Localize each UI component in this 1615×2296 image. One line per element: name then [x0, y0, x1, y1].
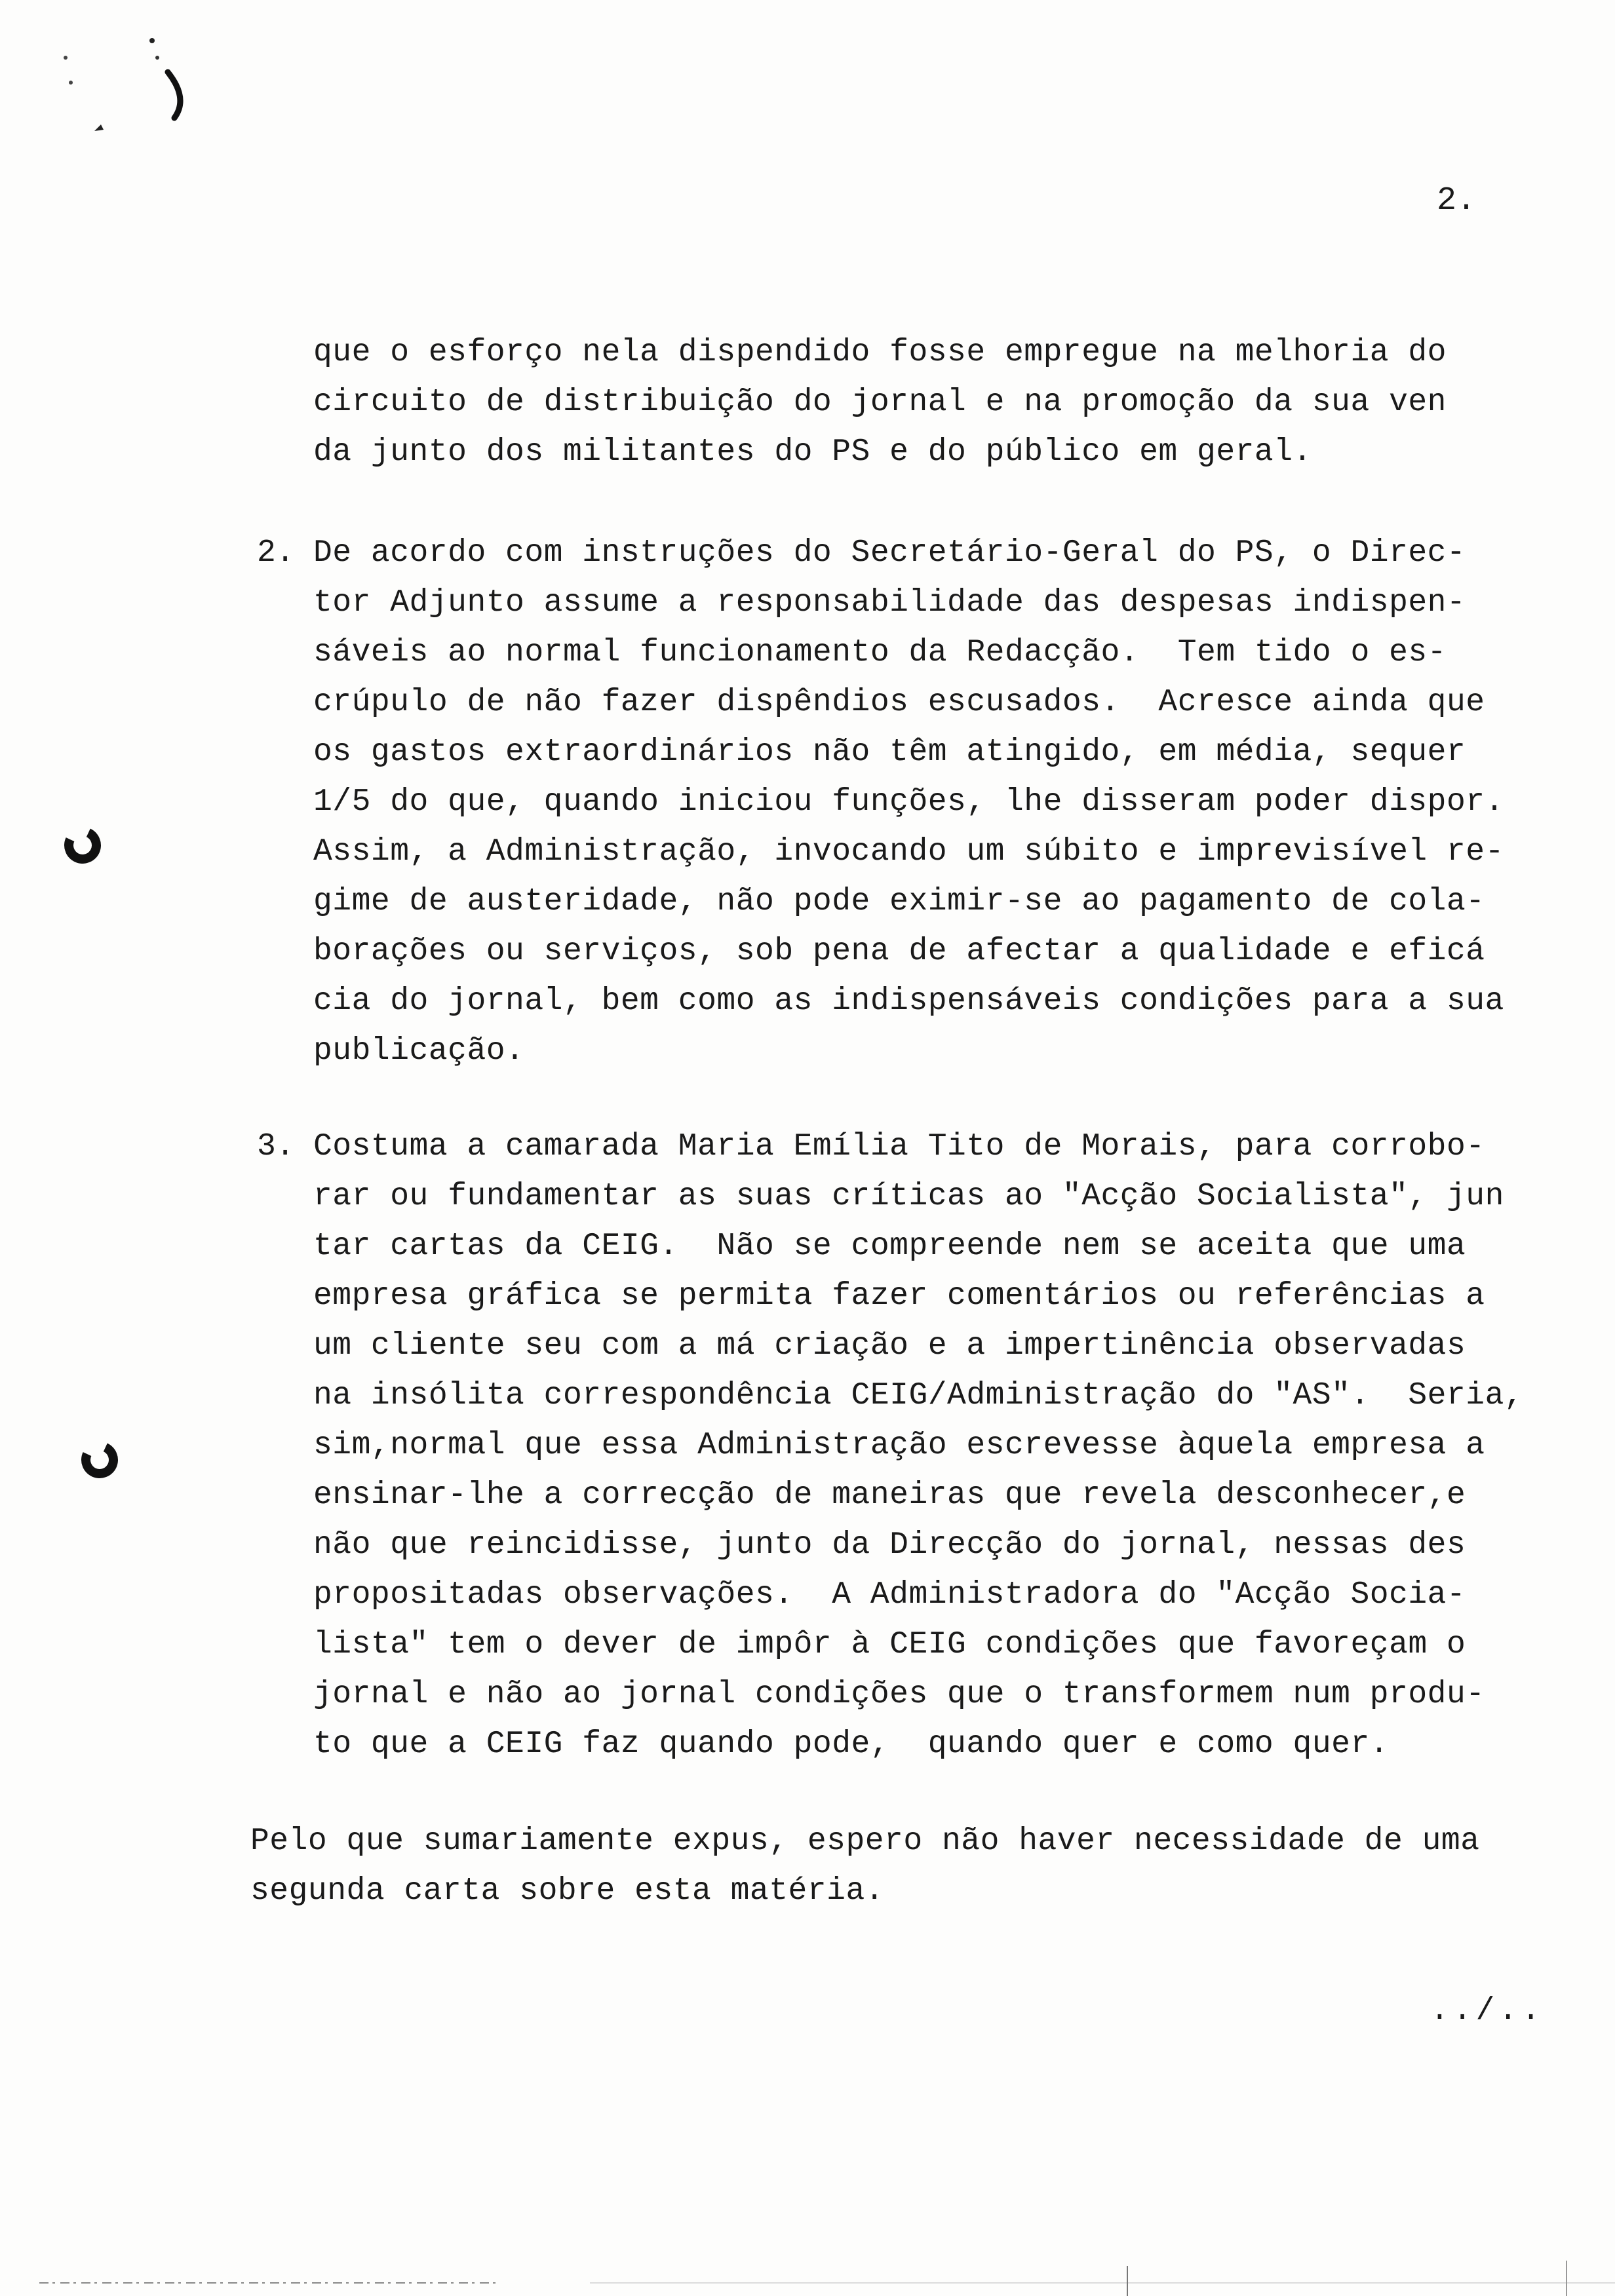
item2-line: gime de austeridade, não pode eximir-se ao pagamento de cola-	[313, 884, 1485, 919]
closing-line: Pelo que sumariamente expus, espero não haver necessidade de uma	[250, 1824, 1480, 1859]
item3-line: rar ou fundamentar as suas críticas ao "Acção Socialista", jun	[313, 1179, 1504, 1214]
closing-line: segunda carta sobre esta matéria.	[250, 1873, 885, 1909]
continuation-mark: ../..	[1430, 1993, 1545, 2029]
item3-line: tar cartas da CEIG. Não se compreende nem se aceita que uma	[313, 1229, 1466, 1264]
item2-line: crúpulo de não fazer dispêndios escusados. Acresce ainda que	[313, 685, 1485, 720]
item2-line: publicação.	[313, 1033, 525, 1069]
item-number: 2.	[257, 535, 295, 571]
item3-line: to que a CEIG faz quando pode, quando quer e como quer.	[313, 1727, 1390, 1762]
item2-line: tor Adjunto assume a responsabilidade das despesas indispen-	[313, 585, 1466, 621]
item2-line: borações ou serviços, sob pena de afectar a qualidade e eficá	[313, 934, 1485, 969]
item3-line: sim,normal que essa Administração escrevesse àquela empresa a	[313, 1428, 1485, 1463]
item2-line: 1/5 do que, quando iniciou funções, lhe disseram poder dispor.	[313, 784, 1504, 820]
item-number: 3.	[257, 1129, 295, 1164]
item2-line: sáveis ao normal funcionamento da Redacção. Tem tido o es-	[313, 635, 1447, 670]
intro-line: que o esforço nela dispendido fosse empregue na melhoria do	[313, 335, 1447, 370]
item3-line: não que reincidisse, junto da Direcção do jornal, nessas des	[313, 1527, 1466, 1563]
scan-edge-noise	[0, 2261, 1615, 2296]
item3-line: Costuma a camarada Maria Emília Tito de Morais, para corrobo-	[313, 1129, 1485, 1164]
intro-line: da junto dos militantes do PS e do público em geral.	[313, 434, 1312, 470]
item3-line: um cliente seu com a má criação e a impertinência observadas	[313, 1328, 1466, 1364]
item3-line: empresa gráfica se permita fazer comentários ou referências a	[313, 1278, 1485, 1314]
intro-line: circuito de distribuição do jornal e na promoção da sua ven	[313, 385, 1447, 420]
item3-line: jornal e não ao jornal condições que o transformem num produ-	[313, 1677, 1485, 1712]
punch-hole-lower	[76, 1436, 123, 1483]
item2-line: Assim, a Administração, invocando um súbito e imprevisível re-	[313, 834, 1504, 870]
item2-line: cia do jornal, bem como as indispensáveis condições para a sua	[313, 984, 1504, 1019]
item3-line: lista" tem o dever de impôr à CEIG condições que favoreçam o	[313, 1627, 1466, 1662]
item2-line: os gastos extraordinários não têm atingido, em média, sequer	[313, 735, 1466, 770]
punch-hole-upper	[59, 822, 106, 869]
page-number: 2.	[1437, 182, 1477, 220]
scan-specks	[39, 26, 210, 157]
item3-line: na insólita correspondência CEIG/Administração do "AS". Seria,	[313, 1378, 1524, 1413]
item2-line: De acordo com instruções do Secretário-Geral do PS, o Direc-	[313, 535, 1466, 571]
item3-line: propositadas observações. A Administradora do "Acção Socia-	[313, 1577, 1466, 1613]
item3-line: ensinar-lhe a correcção de maneiras que revela desconhecer,e	[313, 1478, 1466, 1513]
